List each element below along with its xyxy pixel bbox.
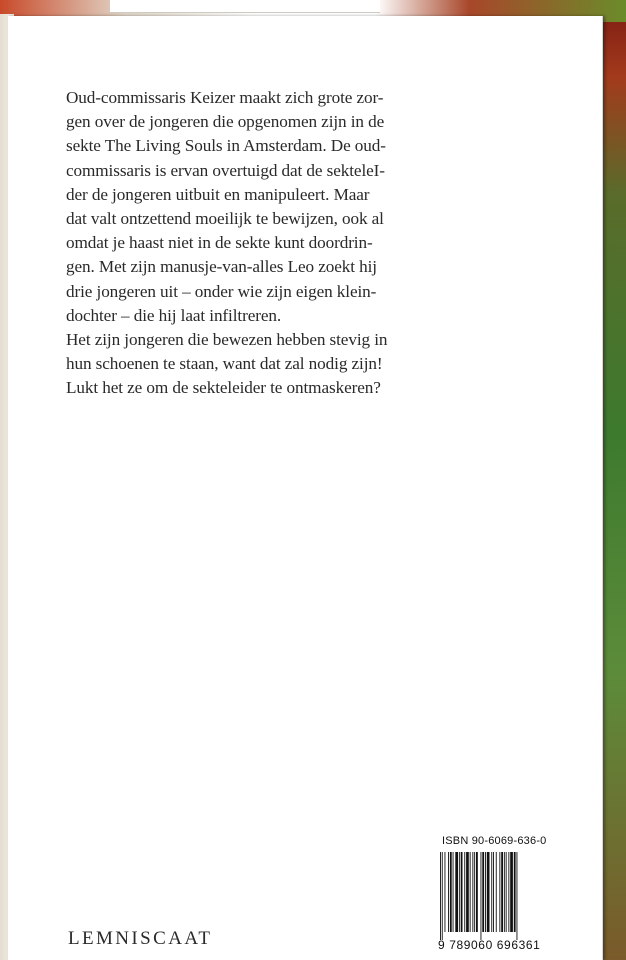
top-page-edge [110, 0, 380, 13]
barcode-bar [491, 852, 492, 932]
barcode-bar [453, 852, 454, 932]
barcode-bar [455, 852, 458, 932]
barcode-bar [461, 852, 463, 932]
blurb-line: sekte The Living Souls in Amsterdam. De oud- [66, 136, 386, 156]
blurb-text [66, 86, 416, 401]
barcode-icon [438, 852, 550, 940]
back-cover [8, 16, 603, 960]
barcode-bar [482, 852, 484, 932]
blurb-line: dat valt ontzettend moeilijk te bewijzen, ook al [66, 209, 384, 229]
barcode-bar [459, 852, 460, 932]
barcode-bar [487, 852, 490, 932]
barcode-bar [493, 852, 494, 932]
barcode-bar [445, 852, 446, 932]
barcode-bar [510, 852, 513, 932]
publisher-logo: LEMNISCAAT [68, 928, 213, 949]
blurb-line: dochter – die hij laat infiltreren. [66, 305, 282, 325]
barcode-bar [501, 852, 503, 932]
blurb-line: Lukt het ze om de sekteleider te ontmaskeren? [66, 378, 381, 398]
barcode-bar [485, 852, 486, 932]
barcode-bar [448, 852, 449, 932]
barcode-bar [442, 852, 443, 940]
blurb-line: der de jongeren uitbuit en manipuleert. Maar [66, 184, 370, 204]
blurb-line: commissaris is ervan overtuigd dat de sekteleI- [66, 160, 385, 180]
barcode-bar [504, 852, 505, 932]
barcode-bar [517, 852, 518, 940]
blurb-line: Oud-commissaris Keizer maakt zich grote zor- [66, 88, 384, 107]
blurb-line: gen. Met zijn manusje-van-alles Leo zoekt hij [66, 257, 377, 277]
barcode-bar [496, 852, 497, 932]
barcode-bar [499, 852, 500, 932]
isbn-label: ISBN 90-6069-636-0 [442, 835, 547, 847]
blurb-line: gen over de jongeren die opgenomen zijn in de [66, 112, 385, 132]
blurb-line: Het zijn jongeren die bewezen hebben stevig in [66, 330, 388, 350]
barcode-block [438, 834, 552, 956]
barcode-bar [481, 852, 482, 940]
barcode-bar [508, 852, 509, 932]
blurb-line: drie jongeren uit – onder wie zijn eigen klein- [66, 281, 377, 301]
barcode-bar [506, 852, 507, 932]
ean-digits: 9 789060 696361 [438, 938, 541, 952]
barcode-bar [514, 852, 516, 932]
barcode-bar [466, 852, 469, 932]
blurb-line: omdat je haast niet in de sekte kunt doordrin- [66, 233, 373, 253]
barcode-bar [472, 852, 473, 932]
barcode-bar [470, 852, 471, 932]
barcode-bar [464, 852, 465, 932]
blurb-line: hun schoenen te staan, want dat zal nodig zijn! [66, 354, 383, 374]
barcode-bar [440, 852, 441, 940]
barcode-bar [474, 852, 475, 932]
barcode-bar [476, 852, 478, 932]
barcode-bar [450, 852, 452, 932]
